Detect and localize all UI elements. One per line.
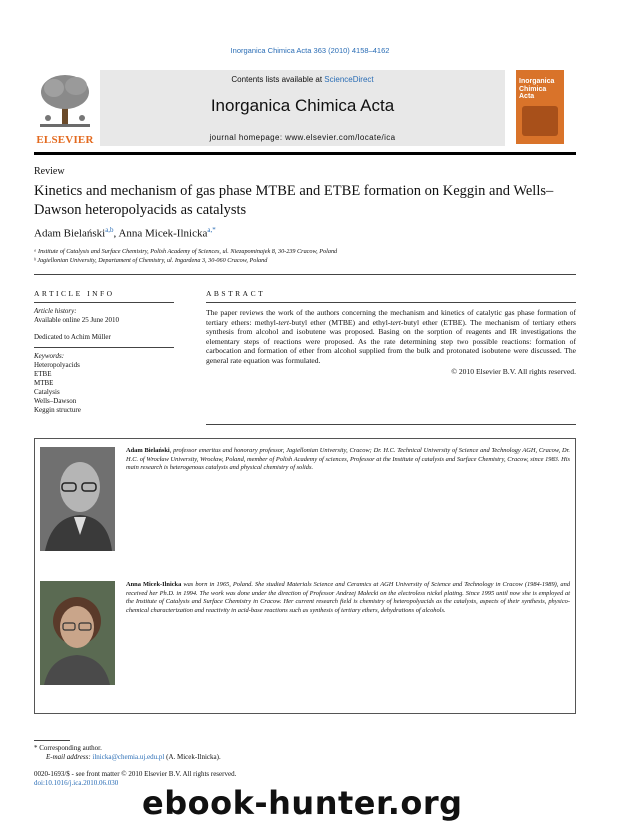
history-value: Available online 25 June 2010 <box>34 316 120 324</box>
keyword: Catalysis <box>34 388 60 396</box>
author-2-biography: Anna Micek-Ilnicka was born in 1965, Poland. She studied Materials Science and Ceramics at AGH University of Science and Technology in Cracow (1984-1989), and received her Ph.D. in 1994. The work was done under the direction of Professor Andrzej Małecki on the electroless nickel plating. Since 1995 until now she is employed at the Institute of Catalysis and Surface Chemistry in Cracow. Her current research field is chemistry of heteropolyacids as the catalysts, aspects of their synthesis, physico-chemical characterization and reactivity in acid-base reactions such as synthesis of tertiary ethers, dehydrations of alcohols. <box>126 581 571 614</box>
abstract-copyright: © 2010 Elsevier B.V. All rights reserved. <box>451 367 576 376</box>
article-title: Kinetics and mechanism of gas phase MTBE and ETBE formation on Keggin and Wells–Dawson heteropolyacids as catalysts <box>34 183 554 218</box>
author-2-affiliation-marker[interactable]: a,* <box>207 226 216 234</box>
contents-prefix: Contents lists available at <box>231 75 325 84</box>
keyword: Wells–Dawson <box>34 397 77 405</box>
abstract-heading: ABSTRACT <box>206 289 266 298</box>
author-separator: , <box>113 227 119 240</box>
email-label: E-mail address: <box>46 753 93 761</box>
journal-title: Inorganica Chimica Acta <box>210 96 395 115</box>
corresponding-author-note: * Corresponding author. <box>34 744 102 752</box>
watermark: ebook-hunter.org <box>142 784 463 822</box>
doi-link[interactable]: doi:10.1016/j.ica.2010.06.030 <box>34 779 119 787</box>
abstract-rule <box>206 302 576 303</box>
email-link[interactable]: ilnicka@chemia.uj.edu.pl <box>92 753 165 761</box>
keywords-rule <box>34 347 174 348</box>
sciencedirect-link[interactable]: ScienceDirect <box>324 75 374 84</box>
affiliation-a: ᵃ Institute of Catalysis and Surface Chemistry, Polish Academy of Sciences, ul. Niezapominajek 8, 30-239 Cracow, Poland <box>34 248 338 255</box>
homepage-prefix: journal homepage: <box>209 133 286 142</box>
authors <box>34 226 216 240</box>
keywords-label: Keywords: <box>34 352 65 360</box>
author-2-photo <box>40 581 115 685</box>
cover-title: Inorganica Chimica Acta <box>519 78 555 100</box>
article-info-rule <box>34 302 174 303</box>
abstract-text: The paper reviews the work of the authors concerning the mechanism and kinetics of catalytic gas phase formation of tertiary ethers: methyl-tert-butyl ether (MTBE) and ethyl-tert-butyl ether (ETBE). The mechanism of tertiary ethers synthesis from alcohol and isobutene was proposed. Basing on the sorption of reagents and IR investigations the elementary steps of reactions were proposed. As the rate determining step two possible reactions: formation of carbocation and formation of ether from alcohol supplied from the bulk and protonated isobutene were discussed. The general rate equation was formulated. <box>206 308 576 365</box>
email-suffix: (A. Micek-Ilnicka). <box>164 753 221 761</box>
article-info-heading: ARTICLE INFO <box>34 289 115 298</box>
affiliation-b: ᵇ Jagiellonian University, Departament of Chemistry, ul. Ingardena 3, 30-060 Cracow, Poland <box>34 257 268 264</box>
author-1-photo <box>40 447 115 551</box>
author-1[interactable]: Adam Bielański <box>34 227 106 240</box>
author-1-biography: Adam Bielański, professor emeritus and honorary professor, Jagiellonian University, Cracow; Dr. H.C. Technical University of Science and Technology AGH, Cracow, Dr. H.C. of Wrocław University, Wrocław, Poland, member of Polish Academy of sciences, Professor at the Institute of catalysis and Surface Chemistry, Cracow, since 1983. His main research is heterogenous catalysis and physical chemistry of solids. <box>126 447 570 472</box>
journal-homepage <box>100 133 505 142</box>
author-2[interactable]: Anna Micek-Ilnicka <box>118 227 208 240</box>
history-label: Article history: <box>34 307 77 315</box>
footnote-rule <box>34 740 70 741</box>
keyword: Keggin structure <box>34 406 81 414</box>
abstract-end-rule <box>206 424 576 425</box>
dedication: Dedicated to Achim Müller <box>34 333 111 341</box>
keyword: MTBE <box>34 379 54 387</box>
header-rule <box>34 152 576 155</box>
journal-cover-thumbnail <box>516 70 564 144</box>
cover-graphic <box>522 106 558 136</box>
email-line <box>46 753 221 761</box>
divider <box>34 274 576 275</box>
journal-citation[interactable]: Inorganica Chimica Acta 363 (2010) 4158–4162 <box>230 46 390 55</box>
biography-box <box>34 438 576 714</box>
issn-line: 0020-1693/$ - see front matter © 2010 Elsevier B.V. All rights reserved. <box>34 770 237 778</box>
contents-line <box>100 75 505 84</box>
keyword: Heteropolyacids <box>34 361 80 369</box>
homepage-link[interactable]: www.elsevier.com/locate/ica <box>285 133 396 142</box>
elsevier-wordmark: ELSEVIER <box>36 134 94 146</box>
keyword: ETBE <box>34 370 52 378</box>
author-1-affiliation-marker[interactable]: a,b <box>105 226 114 234</box>
article-section: Review <box>34 166 65 177</box>
keywords-list <box>34 361 81 415</box>
